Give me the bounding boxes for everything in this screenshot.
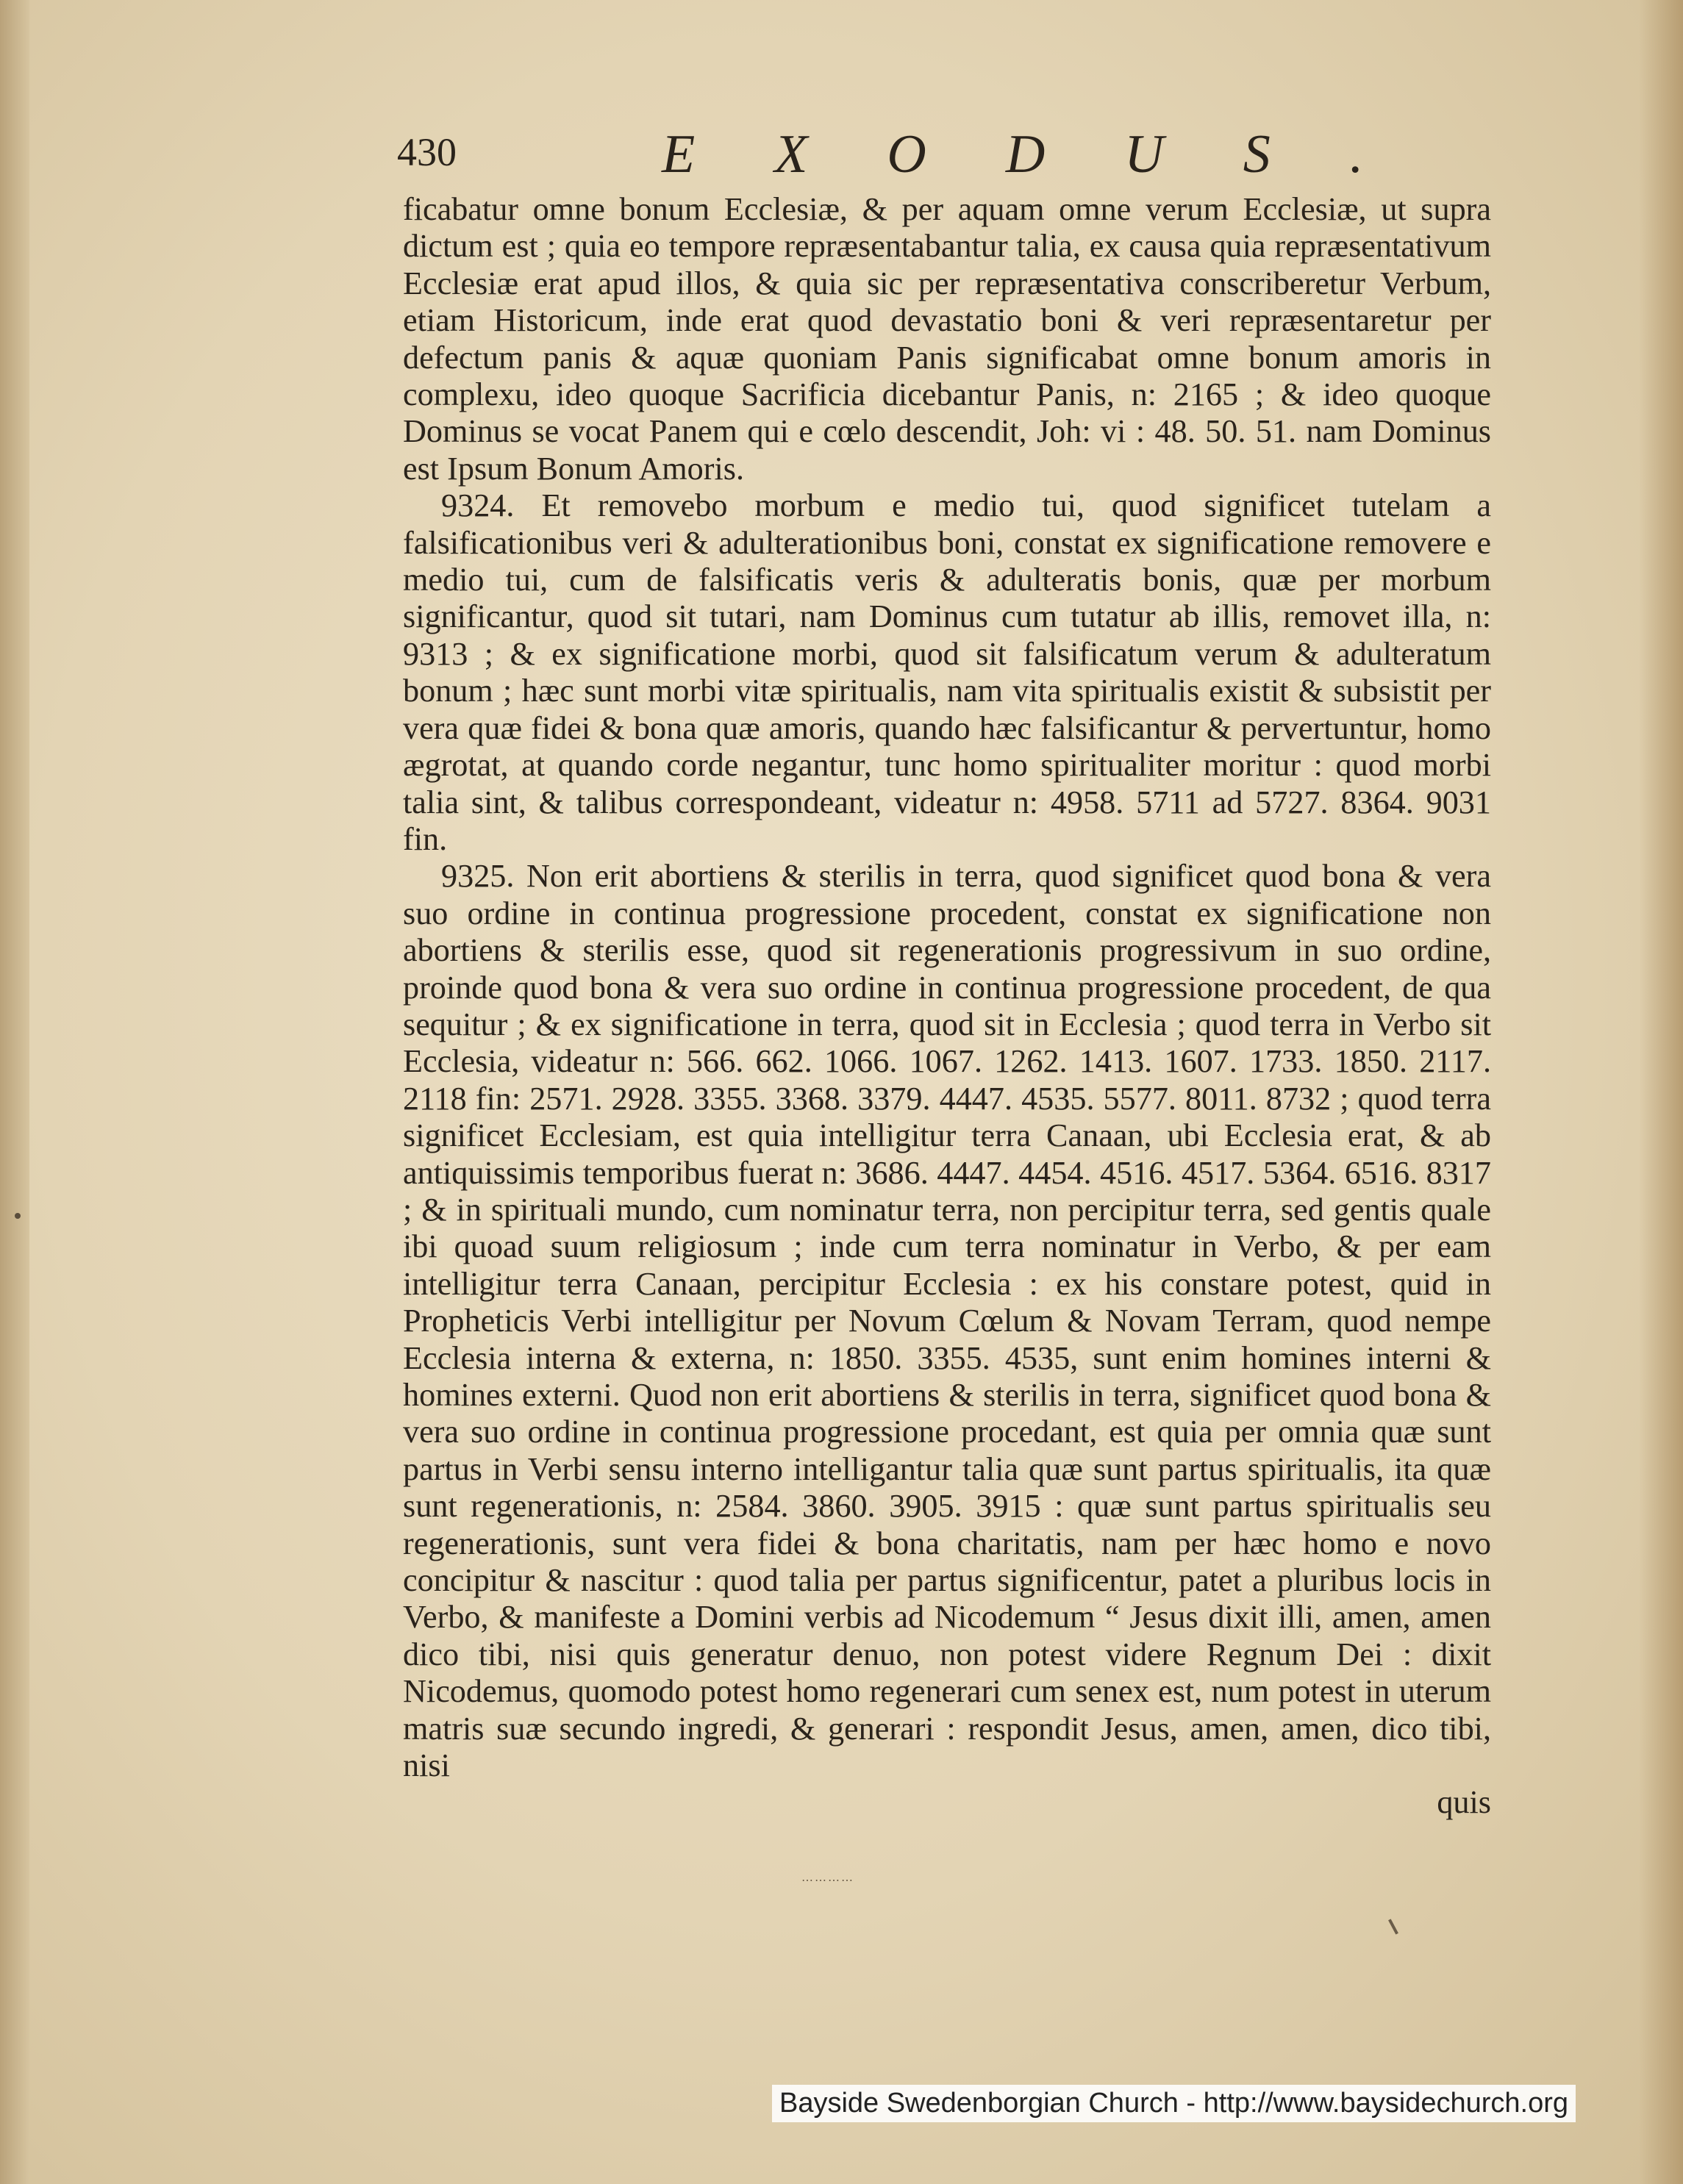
running-title: EXODUS. [662,124,1443,185]
page-number: 430 [397,130,457,174]
paragraph-9325: 9325. Non erit abortiens & sterilis in terra, quod significet quod bona & vera suo ordine in continua progressione procedent, constat ex significatione non abortiens & sterilis esse, quod sit regenerationis progressivum in suo ordine, proinde quod bona & vera suo ordine in continua progressione procedent, de qua sequitur ; & ex significatione in terra, quod sit in Ecclesia ; quod terra in Verbo sit Ecclesia, videatur n: 566. 662. 1066. 1067. 1262. 1413. 1607. 1733. 1850. 2117. 2118 fin: 2571. 2928. 3355. 3368. 3379. 4447. 4535. 5577. 8011. 8732 ; quod terra significet Ecclesiam, est quia intelligitur terra Canaan, ubi Ecclesia erat, & ab antiquissimis temporibus fuerat n: 3686. 4447. 4454. 4516. 4517. 5364. 6516. 8317 ; & in spirituali mundo, cum nominatur terra, non percipitur terra, sed gentis quale ibi quoad suum religiosum ; inde cum terra nominatur in Verbo, & per eam intelligitur terra Canaan, percipitur Ecclesia : ex his constare potest, quid in Propheticis Verbi intelligitur per Novum Cœlum & Novam Terram, quod nempe Ecclesia interna & externa, n: 1850. 3355. 4535, sunt enim homines interni & homines externi. Quod non erit abortiens & sterilis in terra, significet quod bona & vera suo ordine in continua progressione procedant, est quia per omnia quæ sunt partus in Verbi sensu interno intelligantur talia quæ sunt partus spiritualis, ita quæ sunt regenerationis, n: 2584. 3860. 3905. 3915 : quæ sunt partus spiritualis seu regenerationis, sunt vera fidei & bona charitatis, nam per hæc homo e novo concipitur & nascitur : quod talia per partus significentur, patet a pluribus locis in Verbo, & manifeste a Domini verbis ad Nicodemum “ Jesus dixit illi, amen, amen dico tibi, nisi quis generatur denuo, non potest videre Regnum Dei : dixit Nicodemus, quomodo potest homo regenerari cum senex est, num potest in uterum matris suæ secundo ingredi, & generari : respondit Jesus, amen, amen, dico tibi, nisi [403,858,1491,1784]
page-header [397,123,1500,185]
website-credit: Bayside Swedenborgian Church - http://www.baysidechurch.org [772,2085,1576,2122]
paragraph-9324: 9324. Et removebo morbum e medio tui, quod significet tutelam a falsificationibus veri & adulterationibus boni, constat ex significatione removere e medio tui, cum de falsificatis veris & adulteratis bonis, quæ per morbum significantur, quod sit tutari, nam Dominus cum tutatur ab illis, removet illa, n: 9313 ; & ex significatione morbi, quod sit falsificatum verum & adulteratum bonum ; hæc sunt morbi vitæ spiritualis, nam vita spiritualis existit & subsistit per vera quæ fidei & bona quæ amoris, quando hæc falsificantur & pervertuntur, homo ægrotat, at quando corde negantur, tunc homo spiritualiter moritur : quod morbi talia sint, & talibus correspondeant, videatur n: 4958. 5711 ad 5727. 8364. 9031 fin. [403,487,1491,857]
printer-ornament [801,1873,868,1883]
ink-spot-mark [15,1213,21,1219]
paragraph-continuation: ficabatur omne bonum Ecclesiæ, & per aquam omne verum Ecclesiæ, ut supra dictum est ; quia eo tempore repræsentabantur talia, ex causa quia repræsentativum Ecclesiæ erat apud illos, & quia sic per repræsentativa conscriberetur Verbum, etiam Historicum, inde erat quod devastatio boni & veri repræsentaretur per defectum panis & aquæ quoniam Panis significabat omne bonum amoris in complexu, ideo quoque Sacrificia dicebantur Panis, n: 2165 ; & ideo quoque Dominus se vocat Panem qui e cœlo descendit, Joh: vi : 48. 50. 51. nam Dominus est Ipsum Bonum Amoris. [403,191,1491,487]
page-edge-shadow [1639,0,1683,2184]
catchword: quis [1437,1784,1491,1821]
page-gutter [0,0,29,2184]
body-text [403,191,1491,1822]
